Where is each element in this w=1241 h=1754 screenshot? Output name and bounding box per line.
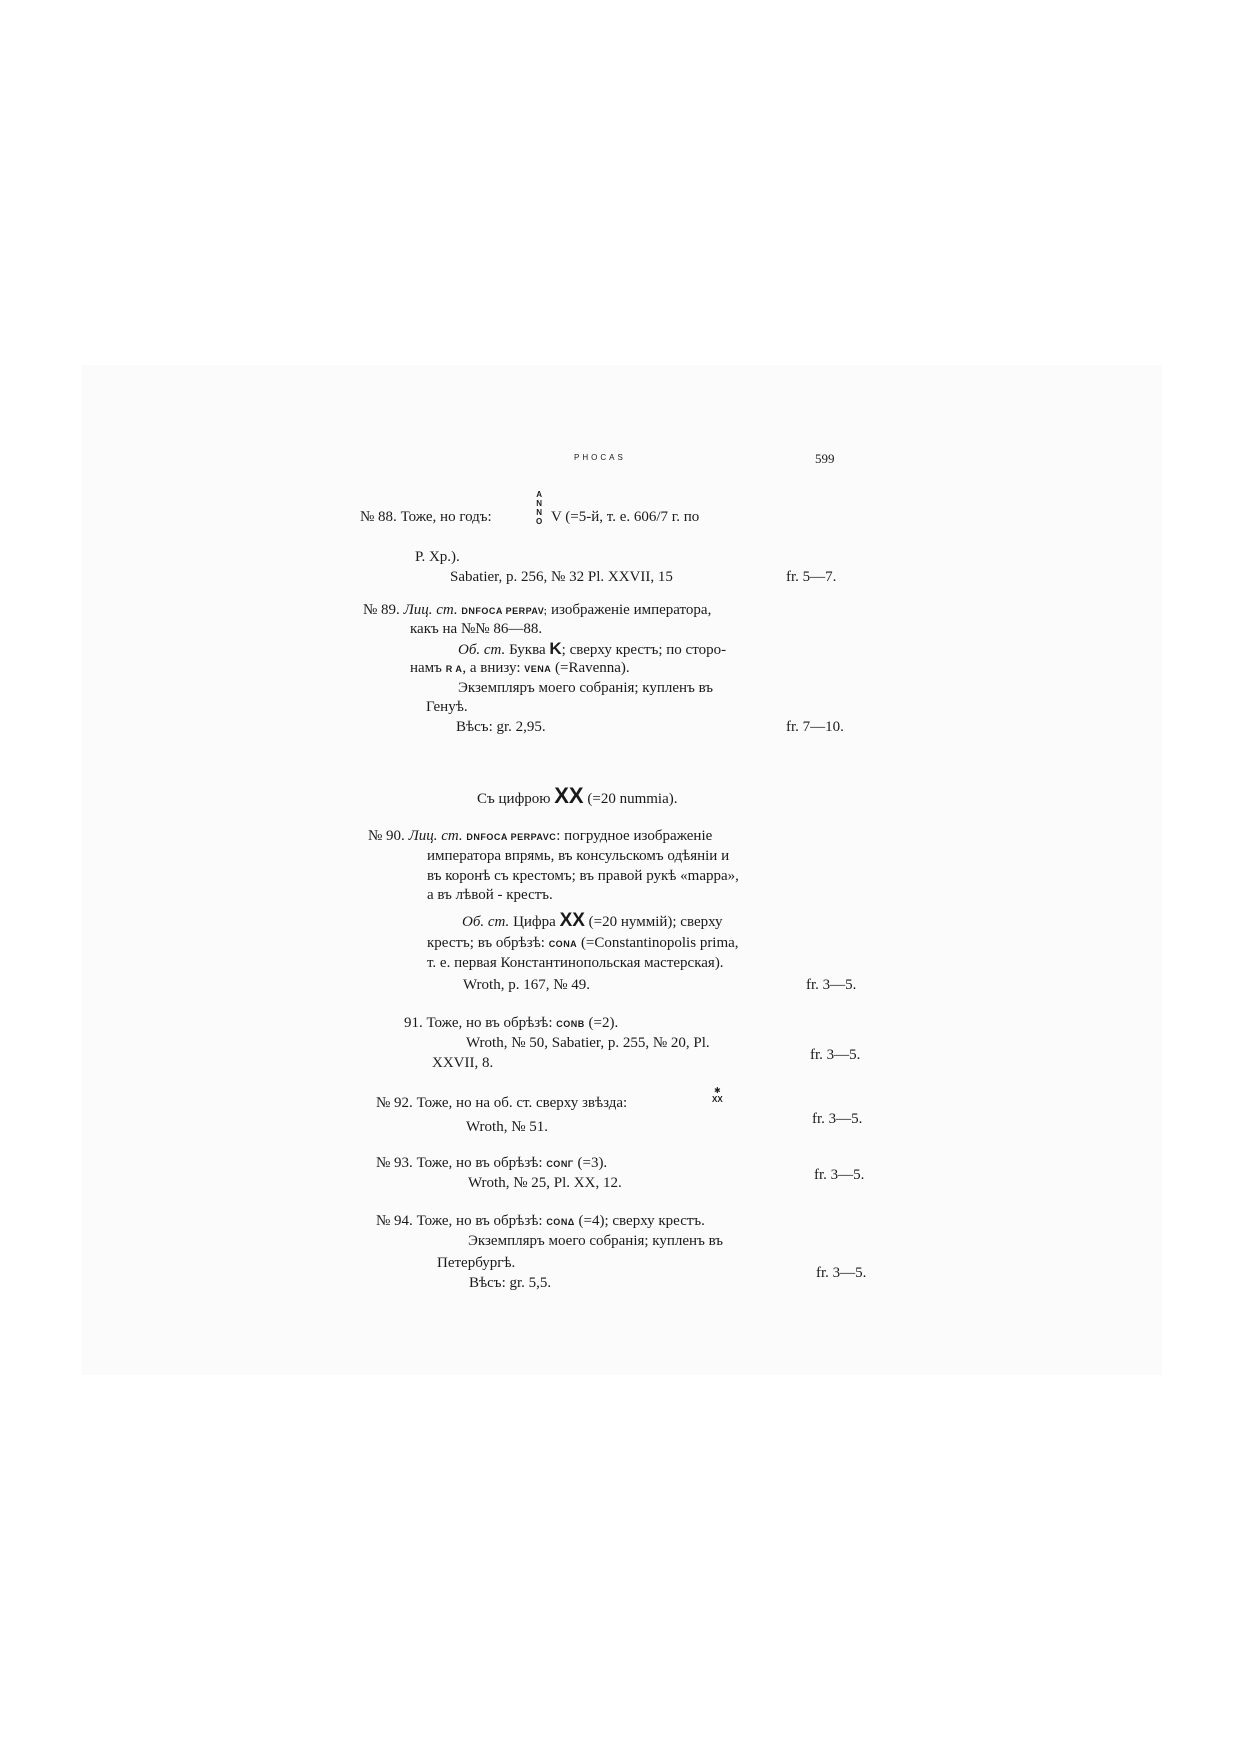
reverse-line1: Об. ст. Цифра XX (=20 нуммій); сверху [462, 910, 723, 931]
entry-number: 91. [404, 1015, 423, 1031]
price: fr. 3—5. [810, 1047, 861, 1063]
obverse-label: Лиц. ст. [408, 828, 463, 844]
entry-92-line1: № 92. Тоже, но на об. ст. сверху звѣзда: [376, 1095, 628, 1111]
star-over-xx-mark: ✱ XX [712, 1086, 723, 1104]
entry-88-line1 [360, 508, 492, 526]
reference: Sabatier, p. 256, № 32 Pl. XXVII, 15 [450, 569, 673, 585]
collection-note: Генуѣ. [426, 699, 468, 715]
entry-number: № 88. [360, 509, 397, 525]
mint-mark: CONB [556, 1019, 585, 1029]
reference: XXVII, 8. [432, 1055, 494, 1071]
coin-legend: DNFOCA PERPAV; [461, 606, 548, 616]
price: fr. 3—5. [812, 1111, 863, 1127]
entry-number: № 94. [376, 1213, 413, 1229]
entry-91-line1: 91. Тоже, но въ обрѣзѣ: CONB (=2). [404, 1015, 619, 1031]
weight: Вѣсъ: gr. 2,95. [456, 719, 546, 735]
reverse-line1: Об. ст. Буква K; сверху крестъ; по сторо- [458, 639, 727, 658]
price: fr. 7—10. [786, 719, 844, 735]
running-title: PHOCAS [574, 453, 626, 462]
entry-text: изображеніе императора, [551, 602, 712, 618]
mint-mark: CONΓ [546, 1159, 574, 1169]
reverse-label: Об. ст. [458, 642, 506, 658]
collection-note: Экземпляръ моего собранія; купленъ въ [458, 680, 714, 696]
numeral-glyph: XX [554, 783, 584, 808]
price: fr. 3—5. [806, 977, 857, 993]
entry-93-line1: № 93. Тоже, но въ обрѣзѣ: CONΓ (=3). [376, 1155, 608, 1171]
obverse-label: Лиц. ст. [403, 602, 458, 618]
mint-mark: VENA [524, 664, 552, 674]
collection-note: Петербургѣ. [437, 1255, 516, 1271]
mint-mark: CONΔ [546, 1217, 575, 1227]
collection-note: Экземпляръ моего собранія; купленъ въ [468, 1233, 724, 1249]
reference: Wroth, p. 167, № 49. [463, 977, 591, 993]
entry-number: № 89. [363, 602, 400, 618]
entry-text: Тоже, но годъ: [400, 509, 492, 525]
price: fr. 5—7. [786, 569, 837, 585]
star-icon: ✱ [713, 1086, 721, 1095]
entry-text: въ коронѣ съ крестомъ; въ правой рукѣ «mappa», [427, 868, 739, 884]
entry-94-line1: № 94. Тоже, но въ обрѣзѣ: CONΔ (=4); сверху крестъ. [376, 1213, 705, 1229]
page-number: 599 [815, 451, 835, 466]
entry-89-line1 [363, 601, 711, 620]
reverse-line2: намъ R A, а внизу: VENA (=Ravenna). [410, 660, 630, 676]
price: fr. 3—5. [816, 1265, 867, 1281]
side-letters: R A [445, 664, 463, 674]
entry-number: № 92. [376, 1095, 413, 1111]
reference: Wroth, № 51. [466, 1119, 549, 1135]
reverse-line2: крестъ; въ обрѣзѣ: CONA (=Constantinopolis prima, [427, 935, 739, 951]
entry-text: V (=5-й, т. е. 606/7 г. по [551, 509, 700, 525]
reverse-label: Об. ст. [462, 914, 510, 930]
entry-text-continued: Р. Хр.). [415, 549, 460, 565]
numeral-glyph: XX [559, 910, 585, 931]
entry-number: № 90. [368, 828, 405, 844]
reference: Wroth, № 50, Sabatier, p. 255, № 20, Pl. [466, 1035, 710, 1051]
entry-number: № 93. [376, 1155, 413, 1171]
weight: Вѣсъ: gr. 5,5. [469, 1275, 552, 1291]
price: fr. 3—5. [814, 1167, 865, 1183]
section-heading: Съ цифрою XX (=20 nummia). [477, 783, 678, 808]
coin-legend: DNFOCA PERPAVC [466, 832, 557, 842]
entry-90-line1: № 90. Лиц. ст. DNFOCA PERPAVC: погрудное изображеніе [368, 828, 713, 844]
entry-text: а въ лѣвой - крестъ. [427, 887, 553, 903]
entry-text: императора впрямь, въ консульскомъ одѣяніи и [427, 848, 730, 864]
entry-text: т. е. первая Константинопольская мастерская). [427, 955, 724, 971]
letter-glyph: K [549, 639, 562, 658]
entry-text: какъ на №№ 86—88. [410, 621, 543, 637]
mint-mark: CONA [548, 939, 578, 949]
year-abbreviation-stack: A N N O [536, 490, 543, 526]
reference: Wroth, № 25, Pl. XX, 12. [468, 1175, 622, 1191]
